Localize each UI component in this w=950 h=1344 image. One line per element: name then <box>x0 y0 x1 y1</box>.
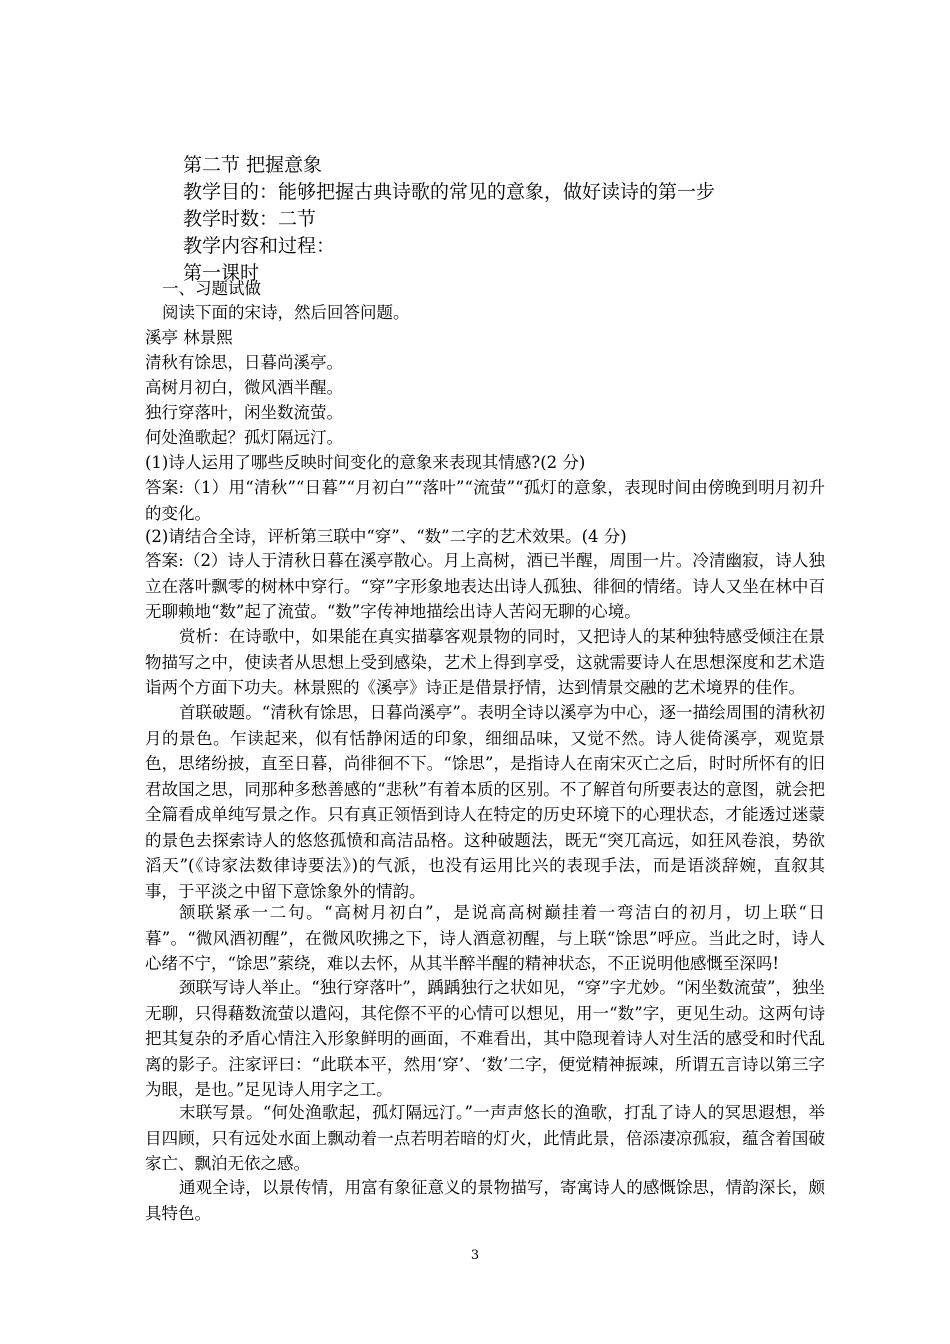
analysis-paragraph: 通观全诗，以景传情，用富有象征意义的景物描写，寄寓诗人的感慨馀思，情韵深长，颇具特色。 <box>145 1178 825 1223</box>
poem-title: 溪亭 林景熙 <box>145 328 233 347</box>
poem-line: 清秋有馀思，日暮尚溪亭。 <box>145 353 343 372</box>
lesson-label: 第一课时 <box>183 262 260 284</box>
teaching-goal: 教学目的：能够把握古典诗歌的常见的意象，做好读诗的第一步 <box>183 181 716 203</box>
analysis-paragraph: 颔联紧承一二句。“高树月初白”，是说高高树巅挂着一弯洁白的初月，切上联“日暮”。“微风酒初醒”，在微风吹拂之下，诗人酒意初醒，与上联“馀思”呼应。当此之时，诗人心绪不宁，“馀思”萦绕，难以去怀，从其半醉半醒的精神状态，不正说明他感慨至深吗! <box>145 903 825 973</box>
question-2: (2)请结合全诗，评析第三联中“穿”、“数”二字的艺术效果。(4 分) <box>145 527 627 546</box>
answer-2: 答案:（2）诗人于清秋日暮在溪亭散心。月上高树，酒已半醒，周围一片。冷清幽寂，诗人独立在落叶飘零的树林中穿行。“穿”字形象地表达出诗人孤独、徘徊的情绪。诗人又坐在林中百无聊赖地“数”起了流萤。“数”字传神地描绘出诗人苦闷无聊的心境。 <box>145 551 825 621</box>
poem-line: 独行穿落叶，闲坐数流萤。 <box>145 403 343 422</box>
teaching-content-label: 教学内容和过程： <box>183 235 336 257</box>
analysis-paragraph: 颈联写诗人举止。“独行穿落叶”，踽踽独行之状如见，“穿”字尤妙。“闲坐数流萤”，独坐无聊，只得藉数流萤以遣闷，其侘傺不平的心情可以想见，用一“数”字，更见生动。这两句诗把其复杂的矛盾心情注入形象鲜明的画面，不难看出，其中隐现着诗人对生活的感受和时代乱离的影子。注家评曰：“此联本平，然用‘穿’、‘数’二字，便觉精神振竦，所谓五言诗以第三字为眼，是也。”足见诗人用字之工。 <box>145 978 825 1099</box>
section-title: 第二节 把握意象 <box>183 154 323 176</box>
analysis-paragraph: 赏析：在诗歌中，如果能在真实描摹客观景物的同时，又把诗人的某种独特感受倾注在景物描写之中，使读者从思想上受到感染，艺术上得到享受，这就需要诗人在思想深度和艺术造诣两个方面下功夫。林景熙的《溪亭》诗正是借景抒情，达到情景交融的艺术境界的佳作。 <box>145 627 825 697</box>
analysis-paragraph: 末联写景。“何处渔歌起，孤灯隔远汀。”一声声悠长的渔歌，打乱了诗人的冥思遐想，举目四顾，只有远处水面上飘动着一点若明若暗的灯火，此情此景，倍添凄凉孤寂，蕴含着国破家亡、飘泊无依之感。 <box>145 1103 825 1173</box>
exercise-label: 一、习题试做 <box>162 279 261 298</box>
exercise-instruction: 阅读下面的宋诗，然后回答问题。 <box>162 303 410 322</box>
poem-line: 何处渔歌起？孤灯隔远汀。 <box>145 428 343 447</box>
question-1: (1)诗人运用了哪些反映时间变化的意象来表现其情感?(2 分) <box>145 453 586 472</box>
poem-line: 高树月初白，微风酒半醒。 <box>145 378 343 397</box>
teaching-hours: 教学时数：二节 <box>183 208 317 230</box>
page-number: 3 <box>470 1248 480 1263</box>
analysis-paragraph: 首联破题。“清秋有馀思，日暮尚溪亭”。表明全诗以溪亭为中心，逐一描绘周围的清秋初月的景色。乍读起来，似有恬静闲适的印象，细细品味，又觉不然。诗人徙倚溪亭，观览景色，思绪纷披，直至日暮，尚徘徊不下。“馀思”，是指诗人在南宋灭亡之后，时时所怀有的旧君故国之思，同那种多愁善感的“悲秋”有着本质的区别。不了解首句所要表达的意图，就会把全篇看成单纯写景之作。只有真正领悟到诗人在特定的历史环境下的心理状态，才能透过迷蒙的景色去探索诗人的悠悠孤愤和高洁品格。这种破题法，既无“突兀高远，如狂风卷浪，势欲滔天”(《诗家法数律诗要法》)的气派，也没有运用比兴的表现手法，而是语淡辞婉，直叙其事，于平淡之中留下意馀象外的情韵。 <box>145 703 825 901</box>
answer-1: 答案:（1）用“清秋”“日暮”“月初白”“落叶”“流萤”“孤灯的意象，表现时间由傍晚到明月初升的变化。 <box>145 478 825 523</box>
